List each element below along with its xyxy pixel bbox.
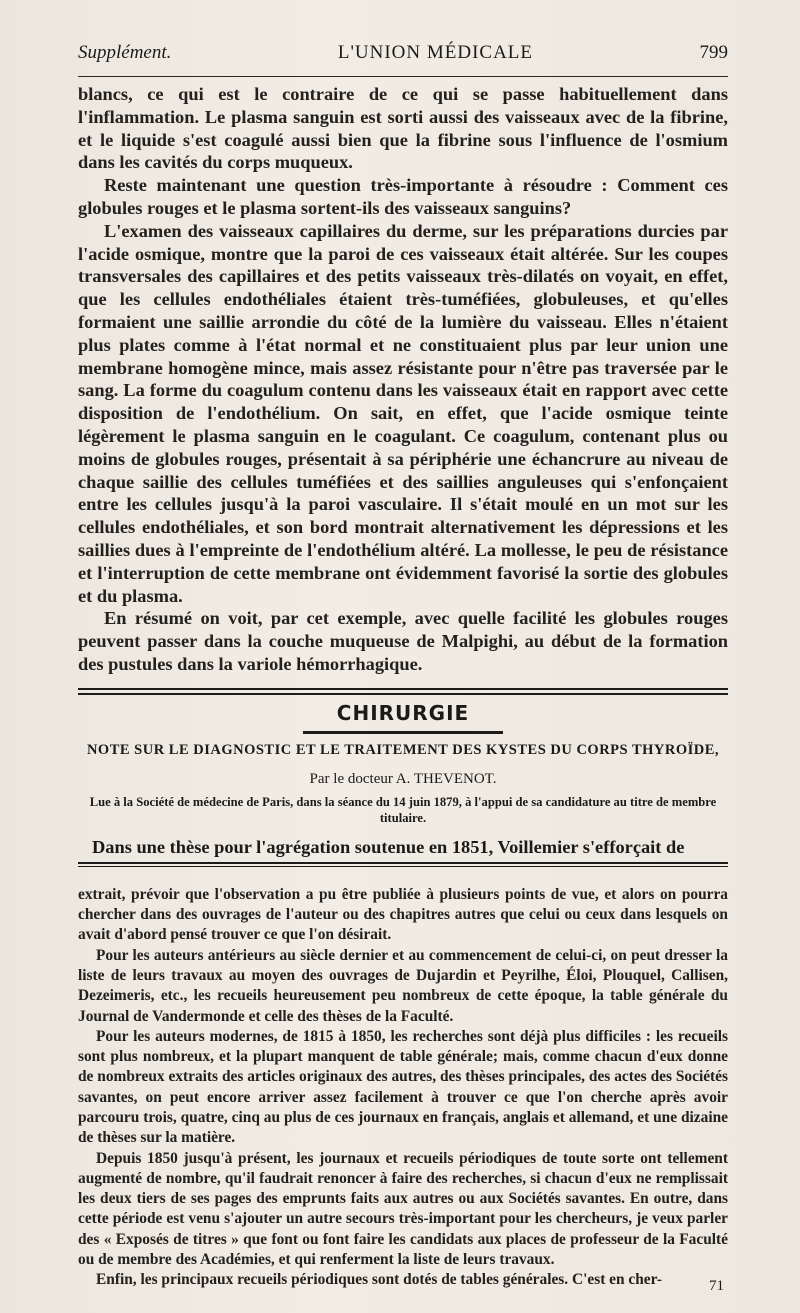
paragraph: L'examen des vaisseaux capillaires du derme, sur les préparations durcies par l'acide osmique, montre que la paroi de ces vaisseaux était altérée. Sur les coupes transversales des capillaires et des petits vaisseaux très-dilatés on voyait, en effet, que les cellules endothéliales étaient très-tuméfiées, globuleuses, et qu'elles formaient une saillie arrondie du côté de la lumière du vaisseau. Elles n'étaient plus plates comme à l'état normal et ne constituaient plus par leur union une membrane homogène mince, mais assez résistante pour n'être pas traversée par le sang. La forme du coagulum contenu dans les vaisseaux était en rapport avec cette disposition de l'endothélium. On sait, en effet, que l'acide osmique teinte légèrement le plasma sanguin en le coagulant. Ce coagulum, contenant plus ou moins de globules rouges, présentait à sa périphérie une échancrure au niveau de chaque saillie des cellules tuméfiées et des saillies anguleuses qui s'enfonçaient entre les cellules jusqu'à la paroi vasculaire. Il s'était moulé en un mot sur les cellules endothéliales, et son bord montrait alternativement les dépressions et les saillies dues à l'empreinte de l'endothélium altéré. La mollesse, le peu de résistance et l'interruption de cette membrane ont évidemment favorisé la sortie des globules et du plasma. xyxy=(78,220,728,606)
paragraph: extrait, prévoir que l'observation a pu être publiée à plusieurs points de vue, et alors on pourra chercher dans des ouvrages de l'auteur ou des chapitres autres que celui ou ceux dans lesquels on avait d'abord pensé trouver ce que l'on désirait. xyxy=(78,885,728,944)
article-body-top xyxy=(78,83,728,676)
article-body-bottom xyxy=(78,885,728,1291)
article-note: Lue à la Société de médecine de Paris, dans la séance du 14 juin 1879, à l'appui de sa candidature au titre de membre titulaire. xyxy=(89,794,717,825)
header-section-label: Supplément. xyxy=(78,42,172,63)
column-separator xyxy=(78,862,728,864)
article-lead: Dans une thèse pour l'agrégation soutenue en 1851, Voillemier s'efforçait de xyxy=(92,836,685,857)
paragraph: Pour les auteurs modernes, de 1815 à 1850, les recherches sont déjà plus difficiles : les recueils sont plus nombreux, et la plupart manquent de table générale; mais, comme chacun d'eux donne de nombreux extraits des articles originaux des autres, des thèses principales, des actes des Sociétés savantes, on peut encore arriver assez facilement à trouver ce que l'on cherche après avoir parcouru trois, quatre, cinq au plus de ces journaux en français, anglais et allemand, et une dizaine de thèses sur la matière. xyxy=(78,1027,728,1147)
page-number: 799 xyxy=(699,42,728,63)
section-title: CHIRURGIE xyxy=(336,700,470,725)
paragraph: Depuis 1850 jusqu'à présent, les journaux et recueils périodiques de toute sorte ont tellement augmenté de nombre, qu'il faudrait renoncer à faire des recherches, si chacun d'eux ne remplissait les deux tiers de ses pages des emprunts faits aux autres ou aux Sociétés savantes. En outre, dans cette période est venu s'ajouter un autre secours très-important pour les chercheurs, je veux parler des « Exposés de titres » que font ou font faire les candidats aux places de professeur de la Faculté ou de membre des Académies, et qui renferment la liste de leurs travaux. xyxy=(78,1149,728,1269)
paragraph: Pour les auteurs antérieurs au siècle dernier et au commencement de celui-ci, on peut dresser la liste de leurs travaux au moyen des ouvrages de Dujardin et Peyrilhe, Éloi, Plouquel, Callisen, Dezeimeris, etc., les recueils heureusement peu nombreux de cette époque, la table générale du Journal de Vandermonde et celle des thèses de la Faculté. xyxy=(78,946,728,1025)
journal-title: L'UNION MÉDICALE xyxy=(337,42,534,63)
article-author: Par le docteur A. THEVENOT. xyxy=(309,770,497,787)
title-rule xyxy=(303,731,503,734)
paragraph: Enfin, les principaux recueils périodiques sont dotés de tables générales. C'est en cher- xyxy=(96,1271,663,1289)
paragraph: En résumé on voit, par cet exemple, avec quelle facilité les globules rouges peuvent passer dans la couche muqueuse de Malpighi, au début de la formation des pustules dans la variole hémorrhagique. xyxy=(78,608,728,674)
paragraph: blancs, ce qui est le contraire de ce qui se passe habituellement dans l'inflammation. Le plasma sanguin est sorti aussi des vaisseaux avec de la fibrine, et le liquide s'est coagulé aussi bien que la fibrine sous l'influence de l'osmium dans les cavités du corps muqueux. xyxy=(78,84,728,173)
signature-mark: 71 xyxy=(709,1278,724,1294)
header-rule xyxy=(78,76,728,77)
article-title: NOTE SUR LE DIAGNOSTIC ET LE TRAITEMENT DES KYSTES DU CORPS THYROÏDE, xyxy=(86,741,720,758)
section-divider xyxy=(78,688,728,695)
paragraph: Reste maintenant une question très-importante à résoudre : Comment ces globules rouges et le plasma sortent-ils des vaisseaux sanguins? xyxy=(78,175,728,218)
column-separator-thin xyxy=(78,866,728,867)
running-header xyxy=(78,42,728,70)
